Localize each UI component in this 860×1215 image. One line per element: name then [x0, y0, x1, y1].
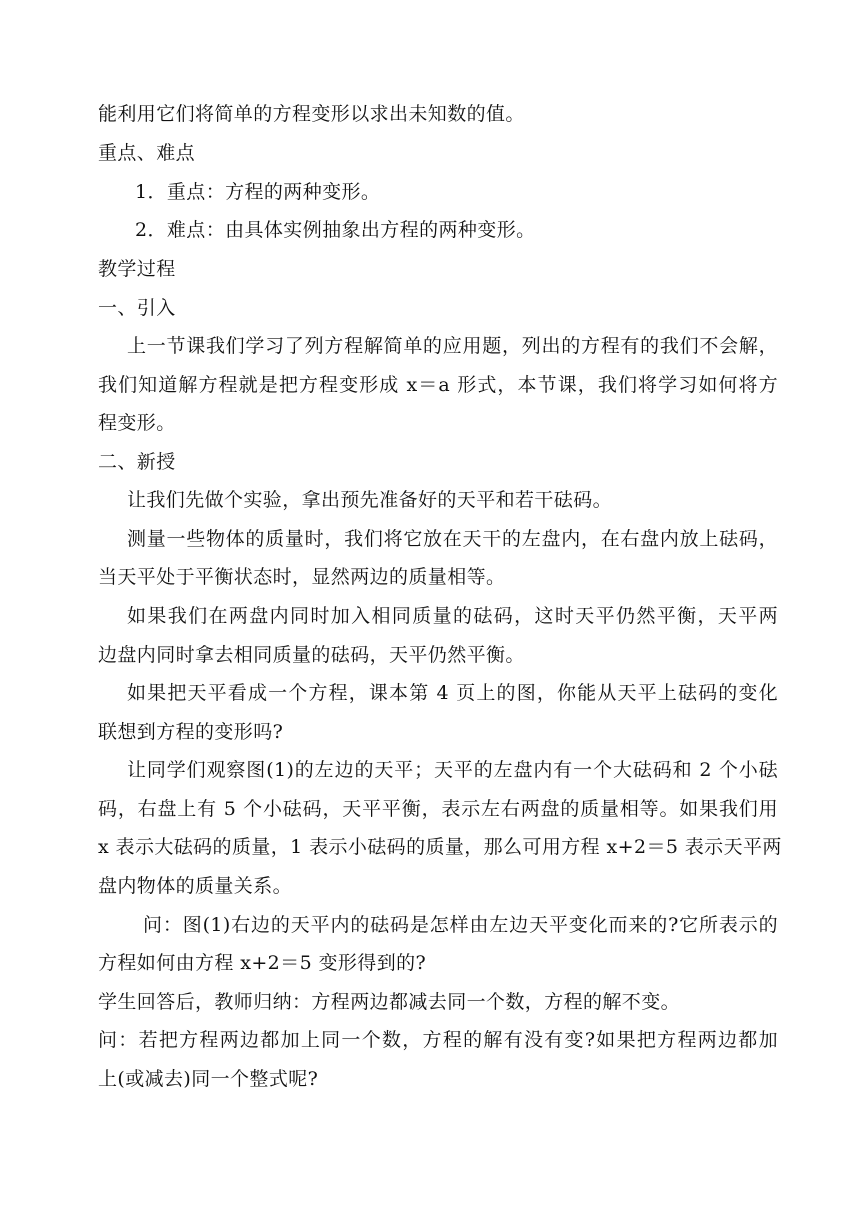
text-line: 学生回答后，教师归纳：方程两边都减去同一个数，方程的解不变。: [98, 991, 681, 1013]
text-line: 码，右盘上有 5 个小砝码，天平平衡，表示左右两盘的质量相等。如果我们用: [98, 798, 778, 820]
text-line: 上一节课我们学习了列方程解简单的应用题，列出的方程有的我们不会解，: [127, 335, 778, 357]
section-heading: 重点、难点: [98, 142, 196, 164]
section-heading: 一、引入: [98, 297, 176, 319]
text-line: 方程如何由方程 x+2＝5 变形得到的?: [98, 952, 427, 974]
section-heading: 教学过程: [98, 258, 176, 280]
text-line: 程变形。: [98, 412, 176, 434]
list-item: 1．重点：方程的两种变形。: [135, 181, 381, 203]
section-heading: 二、新授: [98, 451, 176, 473]
text-line: 联想到方程的变形吗?: [98, 721, 284, 743]
text-line: 让同学们观察图(1)的左边的天平；天平的左盘内有一个大砝码和 2 个小砝: [127, 759, 778, 781]
text-line: 测量一些物体的质量时，我们将它放在天干的左盘内，在右盘内放上砝码，: [127, 528, 778, 550]
text-line: x 表示大砝码的质量，1 表示小砝码的质量，那么可用方程 x+2＝5 表示天平两: [98, 836, 782, 858]
text-line: 让我们先做个实验，拿出预先准备好的天平和若干砝码。: [127, 489, 613, 511]
text-line: 能利用它们将简单的方程变形以求出未知数的值。: [98, 103, 525, 125]
text-line: 如果把天平看成一个方程，课本第 4 页上的图，你能从天平上砝码的变化: [127, 682, 778, 704]
text-line: 如果我们在两盘内同时加入相同质量的砝码，这时天平仍然平衡，天平两: [127, 605, 778, 627]
text-line: 我们知道解方程就是把方程变形成 x＝a 形式，本节课，我们将学习如何将方: [98, 374, 778, 396]
text-line: 当天平处于平衡状态时，显然两边的质量相等。: [98, 566, 506, 588]
list-item: 2．难点：由具体实例抽象出方程的两种变形。: [135, 219, 536, 241]
text-line: 盘内物体的质量关系。: [98, 875, 293, 897]
text-line: 问：若把方程两边都加上同一个数，方程的解有没有变?如果把方程两边都加: [98, 1029, 778, 1051]
text-line: 边盘内同时拿去相同质量的砝码，天平仍然平衡。: [98, 644, 525, 666]
text-line: 问：图(1)右边的天平内的砝码是怎样由左边天平变化而来的?它所表示的: [143, 914, 778, 936]
text-line: 上(或减去)同一个整式呢?: [98, 1068, 319, 1090]
